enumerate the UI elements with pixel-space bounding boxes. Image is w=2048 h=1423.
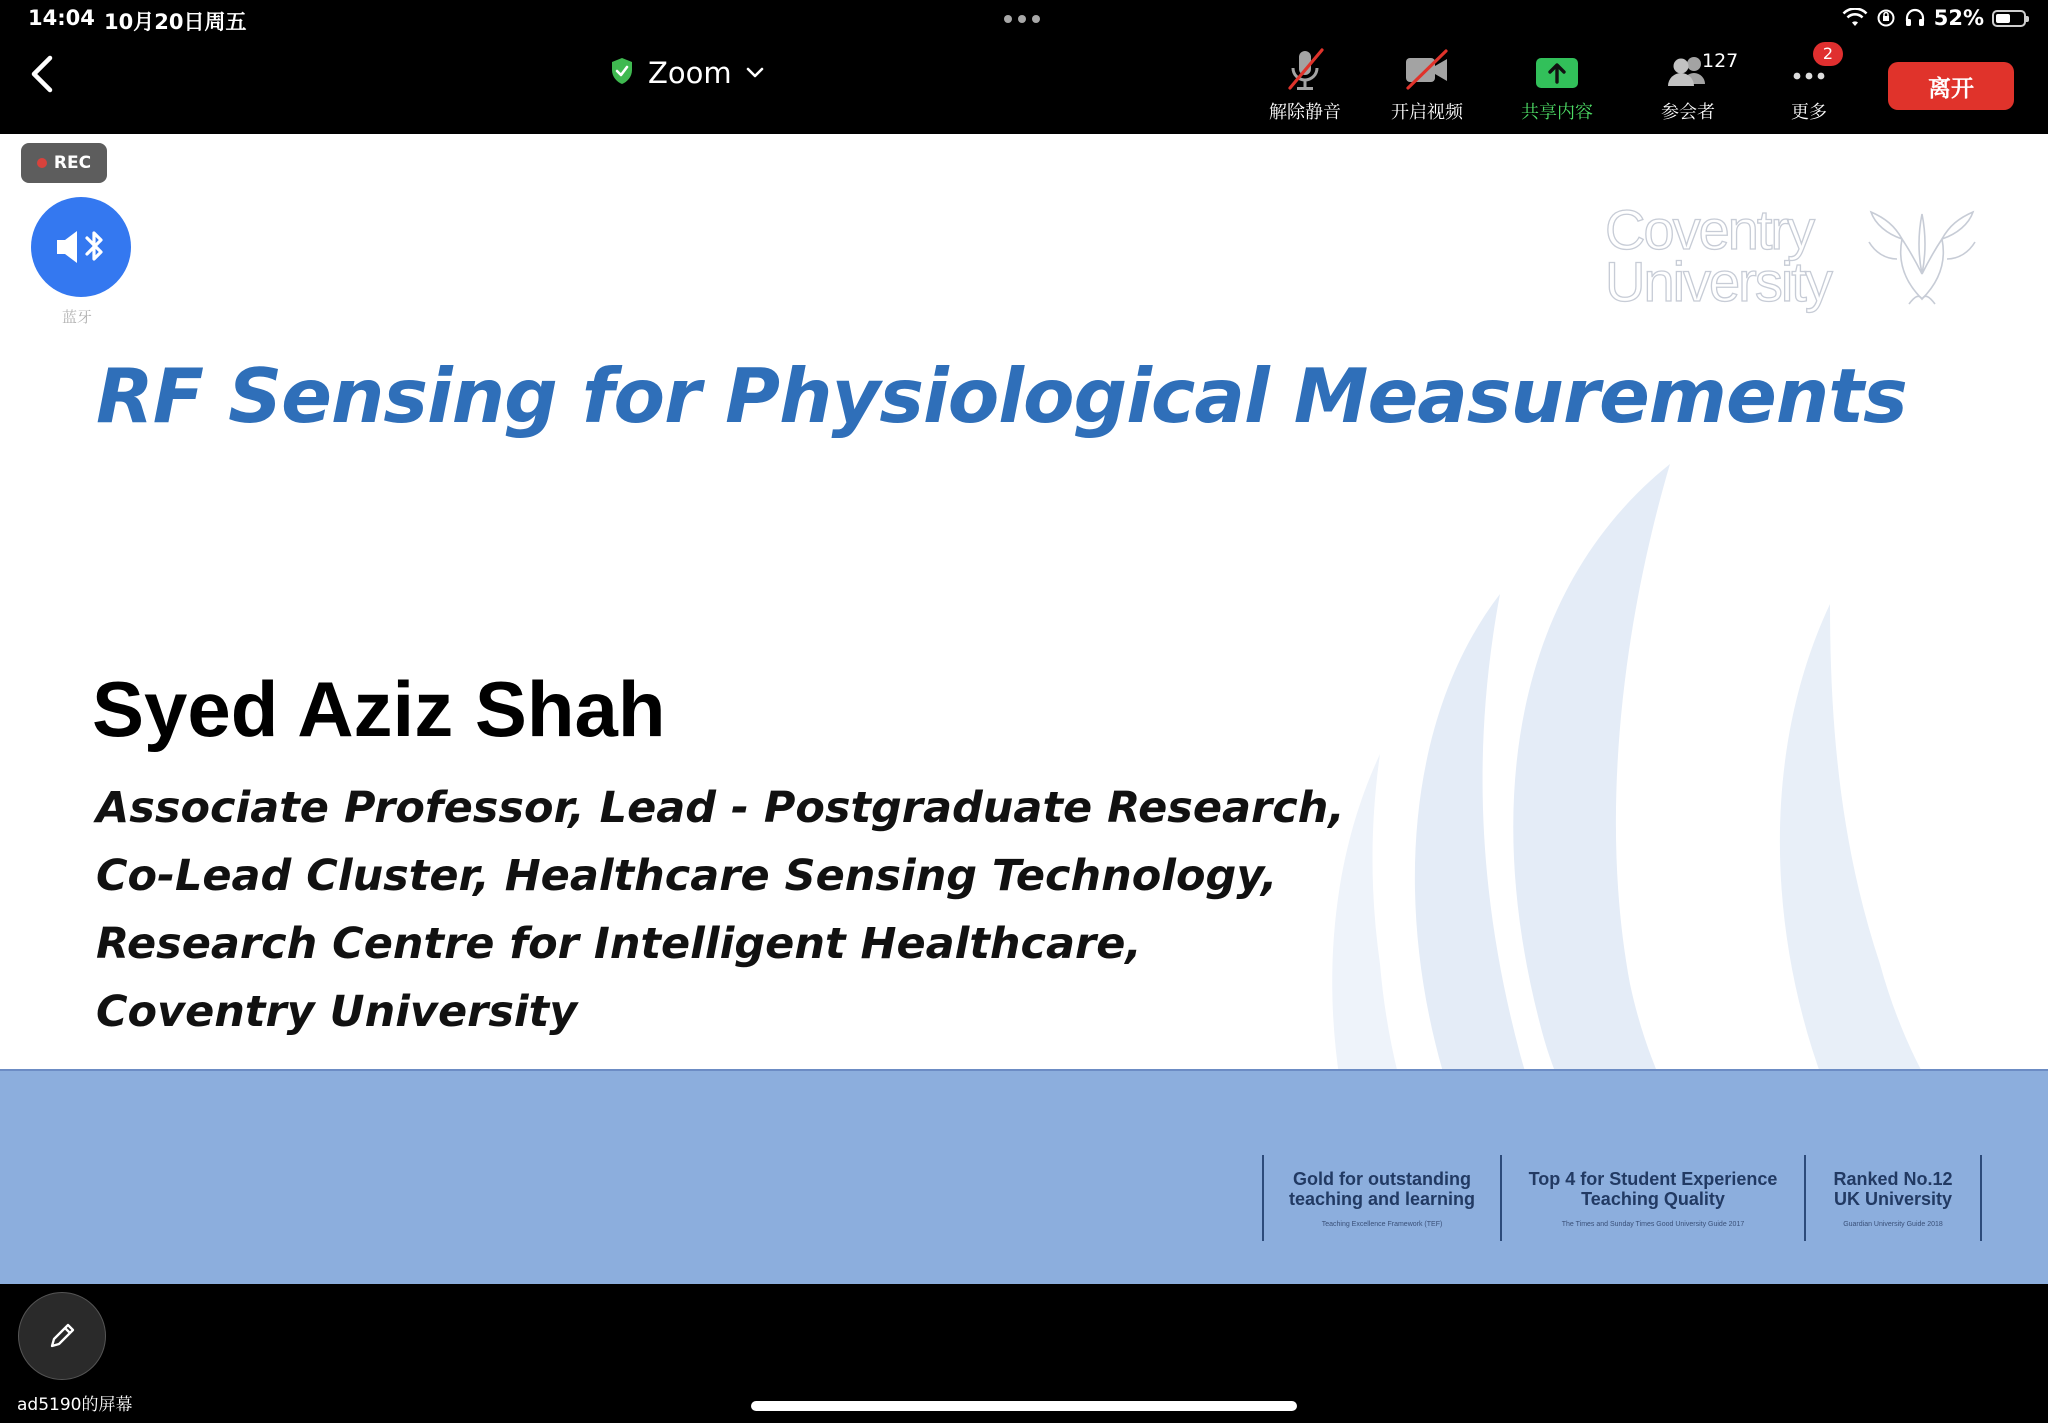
- affiliation-line: Coventry University: [96, 987, 578, 1037]
- battery-percent: 52%: [1933, 6, 1984, 30]
- more-button[interactable]: [1759, 46, 1859, 124]
- award-title: Top 4 for Student Experience Teaching Quality: [1528, 1168, 1778, 1209]
- status-indicators: [1842, 6, 2026, 30]
- home-indicator[interactable]: [751, 1401, 1297, 1411]
- unmute-button[interactable]: [1255, 46, 1355, 124]
- unmute-label: 解除静音: [1269, 102, 1341, 123]
- logo-line-2: University: [1605, 250, 1831, 313]
- wifi-icon: [1842, 8, 1868, 28]
- slide-footer-band: [0, 1069, 2048, 1284]
- participants-label: 参会者: [1661, 102, 1715, 123]
- meeting-title-dropdown[interactable]: [610, 56, 764, 90]
- audio-output-label: 蓝牙: [62, 308, 93, 326]
- award-source: Teaching Excellence Framework (TEF): [1321, 1220, 1443, 1228]
- affiliation-line: Associate Professor, Lead - Postgraduate Research,: [96, 783, 1345, 833]
- bluetooth-speaker-icon: [53, 227, 109, 267]
- award-item: [1804, 1155, 1982, 1241]
- award-source: Guardian University Guide 2018: [1843, 1220, 1943, 1228]
- meeting-toolbar: [0, 42, 2048, 134]
- battery-icon: [1992, 10, 2026, 27]
- screen-owner-label: ad5190的屏幕: [17, 1395, 133, 1415]
- start-video-label: 开启视频: [1391, 102, 1463, 123]
- battery-fill: [1996, 14, 2010, 23]
- more-dots-icon: [1759, 46, 1859, 92]
- recording-indicator[interactable]: [21, 143, 107, 183]
- awards-strip: [1262, 1155, 1982, 1241]
- logo-line-1: Coventry: [1605, 198, 1814, 261]
- shield-check-icon: [610, 57, 634, 89]
- shared-screen-slide: [0, 134, 2048, 1284]
- award-item: [1500, 1155, 1804, 1241]
- pencil-icon: [45, 1319, 79, 1353]
- status-bar: [0, 0, 2048, 42]
- share-content-button[interactable]: [1507, 46, 1607, 124]
- share-screen-icon: [1507, 46, 1607, 92]
- presenter-name: Syed Aziz Shah: [92, 665, 666, 753]
- audio-output-button[interactable]: [31, 197, 131, 297]
- recording-label: REC: [53, 153, 92, 173]
- share-content-label: 共享内容: [1521, 102, 1593, 123]
- phoenix-emblem-icon: [1867, 204, 1977, 309]
- award-item: [1262, 1155, 1500, 1241]
- chevron-left-icon: [26, 52, 60, 96]
- affiliation-line: Research Centre for Intelligent Healthcare,: [96, 919, 1142, 969]
- more-label: 更多: [1791, 102, 1827, 123]
- coventry-university-logo: [1605, 198, 1975, 314]
- participants-button[interactable]: [1638, 46, 1738, 124]
- rotation-lock-icon: [1876, 8, 1896, 28]
- meeting-title: Zoom: [648, 56, 732, 90]
- award-title: Ranked No.12 UK University: [1833, 1168, 1953, 1209]
- back-button[interactable]: [26, 52, 60, 96]
- status-time: 14:04: [28, 6, 95, 30]
- notification-badge: 2: [1813, 42, 1843, 66]
- affiliation-line: Co-Lead Cluster, Healthcare Sensing Technology,: [96, 851, 1278, 901]
- award-source: The Times and Sunday Times Good University Guide 2017: [1561, 1220, 1745, 1228]
- leave-meeting-button[interactable]: 离开: [1888, 62, 2014, 110]
- chevron-down-icon: [746, 64, 764, 83]
- participants-count: 127: [1702, 50, 1739, 72]
- headphones-icon: [1904, 8, 1926, 28]
- status-date: 10月20日周五: [104, 10, 247, 34]
- presenter-affiliation: [96, 774, 1345, 1046]
- video-camera-off-icon: [1377, 46, 1477, 92]
- slide-title: RF Sensing for Physiological Measurements: [96, 352, 1907, 440]
- multitasking-dots-icon[interactable]: [1004, 15, 1040, 23]
- recording-dot-icon: [37, 158, 47, 168]
- start-video-button[interactable]: [1377, 46, 1477, 124]
- annotate-button[interactable]: [18, 1292, 106, 1380]
- microphone-muted-icon: [1255, 46, 1355, 92]
- award-title: Gold for outstanding teaching and learning: [1288, 1168, 1476, 1209]
